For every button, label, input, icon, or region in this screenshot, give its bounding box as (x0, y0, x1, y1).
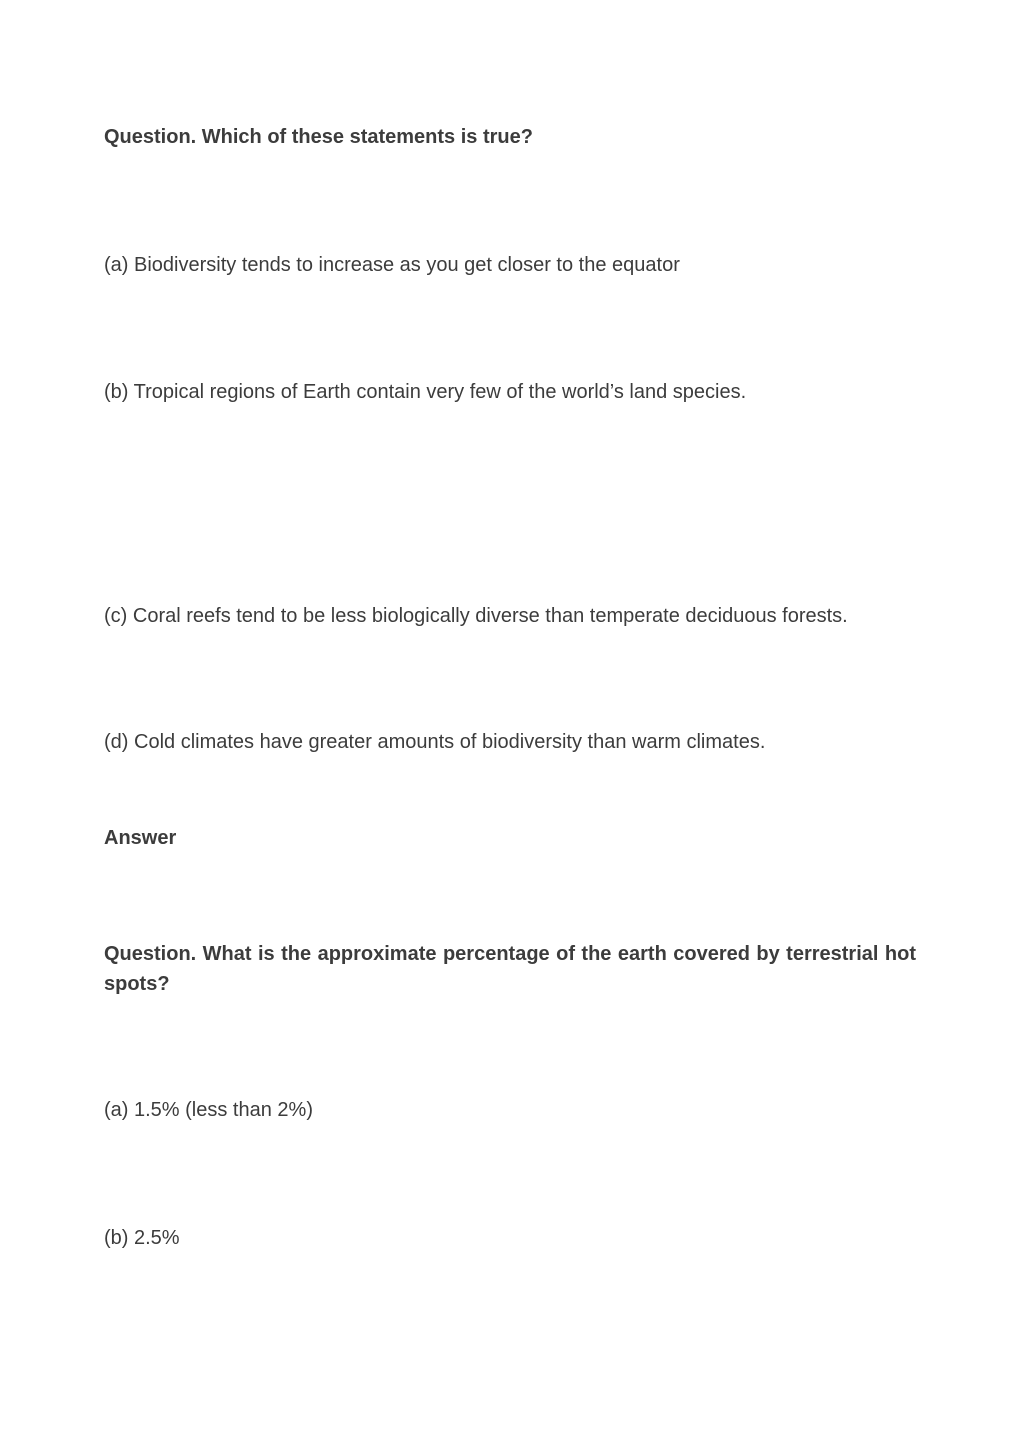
question-1-option-d: (d) Cold climates have greater amounts of biodiversity than warm climates. (104, 731, 766, 753)
question-1-option-c: (c) Coral reefs tend to be less biologically diverse than temperate deciduous forests. (104, 605, 848, 627)
answer-heading: Answer (104, 827, 177, 849)
question-1-option-b: (b) Tropical regions of Earth contain very few of the world’s land species. (104, 381, 747, 403)
question-1-prompt: Question. Which of these statements is true? (104, 126, 533, 148)
question-2-option-b: (b) 2.5% (104, 1227, 180, 1249)
question-1-option-a: (a) Biodiversity tends to increase as you get closer to the equator (104, 254, 680, 276)
question-2-option-a: (a) 1.5% (less than 2%) (104, 1099, 313, 1121)
question-2-prompt: Question. What is the approximate percentage of the earth covered by terrestrial hot spots? (104, 943, 916, 995)
